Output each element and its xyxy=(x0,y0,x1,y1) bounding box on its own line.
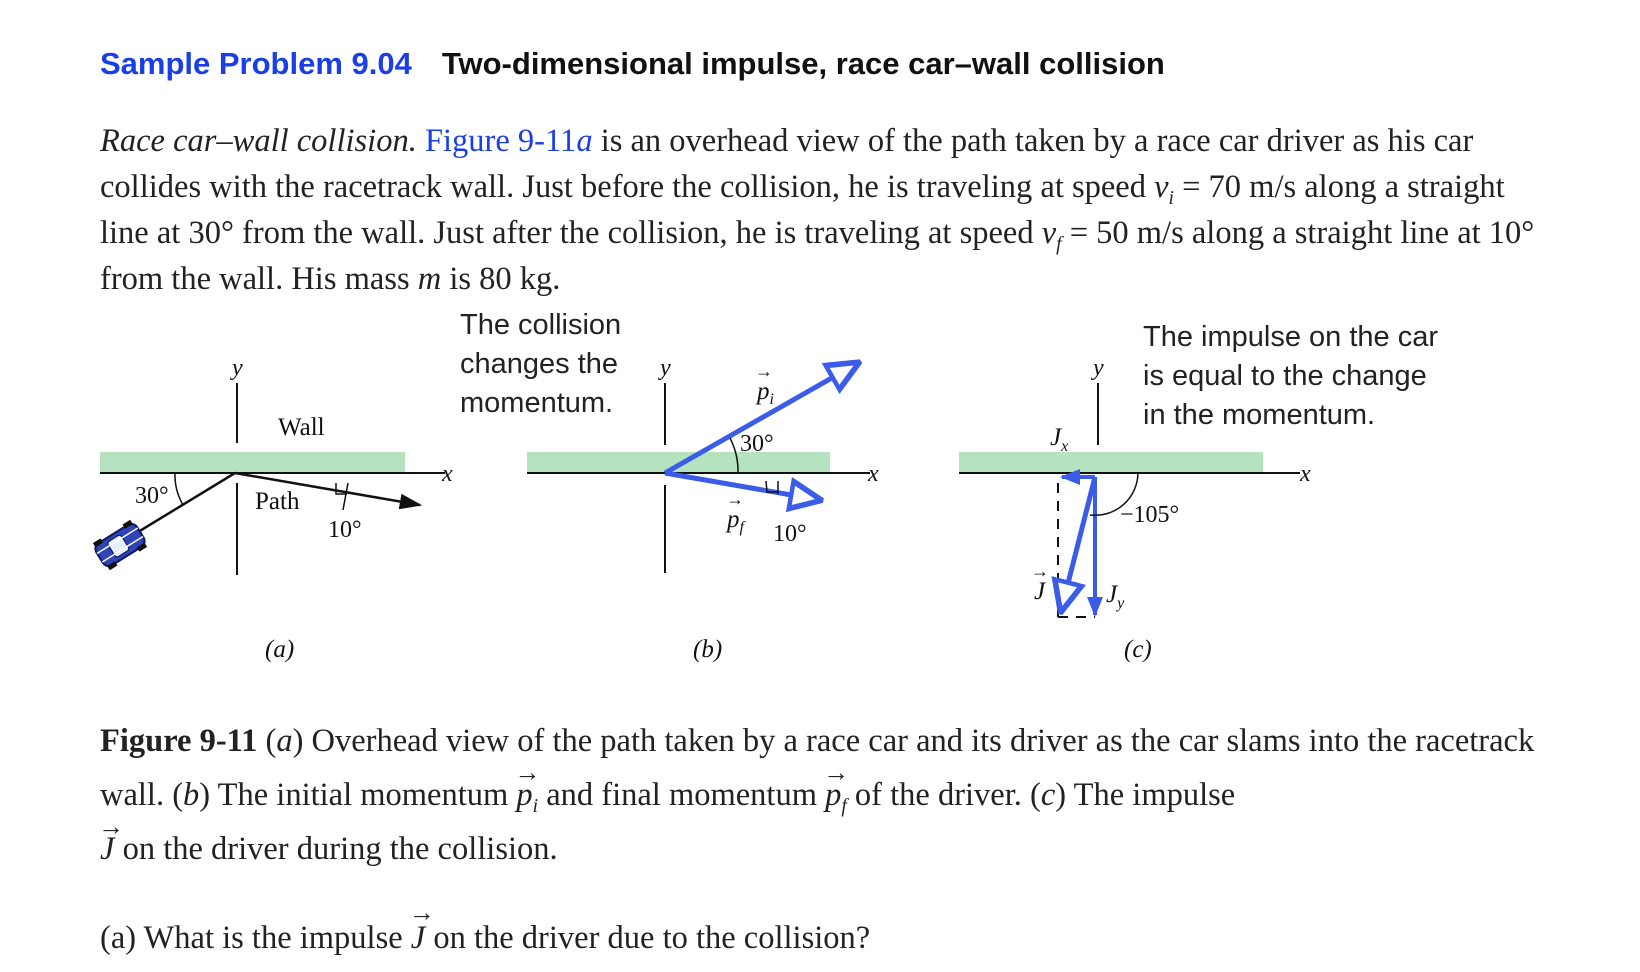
panel-a-label: (a) xyxy=(265,636,295,663)
panel-c-label: (c) xyxy=(1124,636,1152,663)
vi-sub: i xyxy=(1168,187,1174,209)
j-arrow xyxy=(1061,477,1095,611)
jx-label: $J_x$ xyxy=(1050,424,1069,455)
impulse-note-line-3: in the momentum. xyxy=(1143,399,1376,431)
figure-link[interactable]: Figure 9-11a xyxy=(424,123,593,159)
wall-label: Wall xyxy=(278,414,325,441)
impulse-note-line-1: The impulse on the car xyxy=(1143,321,1438,353)
panel-b-label: (b) xyxy=(693,636,723,663)
perp-mark xyxy=(343,483,348,510)
angle-arc-30 xyxy=(175,473,183,505)
figure-9-11 xyxy=(90,305,1570,685)
j-arrow-glyph: → xyxy=(1031,561,1049,581)
intro-text-1: is an overhead view of the path taken by a race car driver as his car collides with the racetrack wall. Just before the collision, he is traveling at speed xyxy=(100,123,1474,205)
figure-caption: Figure 9-11 (a) Overhead view of the path taken by a race car and its driver as the car slams into the racetrack wall. (b) The initial momentum → $p_i$ and final momentum → $p_f$ of the driver. (c) The impulse → J on the driver during the collision. xyxy=(100,716,1560,874)
vf-symbol: v xyxy=(1041,215,1057,251)
path-label: Path xyxy=(255,488,300,515)
y-axis-label: y xyxy=(232,355,243,381)
angle-out-label: 10° xyxy=(328,517,362,543)
collision-note-line-1: The collision xyxy=(460,309,622,341)
x-axis-label: x xyxy=(868,461,879,487)
pf-arrow-glyph: → xyxy=(726,489,744,509)
pi-vector: → p xyxy=(516,766,532,820)
intro-lead: Race car–wall collision. xyxy=(100,123,417,159)
collision-note-line-2: changes the xyxy=(460,348,619,380)
vf-value: = 50 m/s along a straight line at 10° from the wall. His mass xyxy=(100,215,1535,297)
vf-sub: f xyxy=(1056,233,1062,255)
panel-c xyxy=(959,321,1438,663)
x-axis-label: x xyxy=(1300,461,1311,487)
x-axis-label: x xyxy=(442,461,453,487)
caption-figure-label: Figure 9-11 xyxy=(100,723,258,759)
race-car-icon xyxy=(91,519,149,572)
angle-label: −105° xyxy=(1120,502,1180,528)
vi-symbol: v xyxy=(1154,169,1169,205)
angle-pf-label: 10° xyxy=(773,521,807,547)
j-label: J xyxy=(1034,578,1046,605)
question-a: (a) What is the impulse → J on the driver due to the collision? xyxy=(100,916,870,957)
problem-label: Sample Problem 9.04 xyxy=(100,46,412,81)
pi-arrow-glyph: → xyxy=(755,361,773,381)
y-axis-label: y xyxy=(660,355,671,381)
problem-statement xyxy=(100,118,1560,302)
angle-in-label: 30° xyxy=(135,483,169,509)
vi-value: = 70 m/s along a straight line at 30° from the wall. Just after the collision, he is traveling at speed xyxy=(100,169,1505,251)
y-axis-label: y xyxy=(1093,355,1104,381)
pf-label: $p_f$ xyxy=(727,506,744,536)
pf-vector: → p xyxy=(825,766,841,820)
mass-symbol: m xyxy=(417,261,442,297)
collision-note-line-3: momentum. xyxy=(460,387,614,419)
problem-heading xyxy=(100,46,1165,82)
problem-title: Two-dimensional impulse, race car–wall collision xyxy=(441,46,1165,81)
j-vector: → J xyxy=(100,820,114,874)
panel-a xyxy=(91,355,453,663)
j-vector: → J xyxy=(411,916,425,957)
jy-label: $J_y$ xyxy=(1106,581,1125,612)
pi-label: $p_i$ xyxy=(757,378,774,408)
wall-strip xyxy=(959,452,1263,473)
angle-pi-label: 30° xyxy=(740,431,774,457)
wall-strip xyxy=(100,452,405,473)
mass-value: is 80 kg. xyxy=(441,261,561,297)
impulse-note-line-2: is equal to the change xyxy=(1143,360,1427,392)
panel-b xyxy=(460,309,879,663)
